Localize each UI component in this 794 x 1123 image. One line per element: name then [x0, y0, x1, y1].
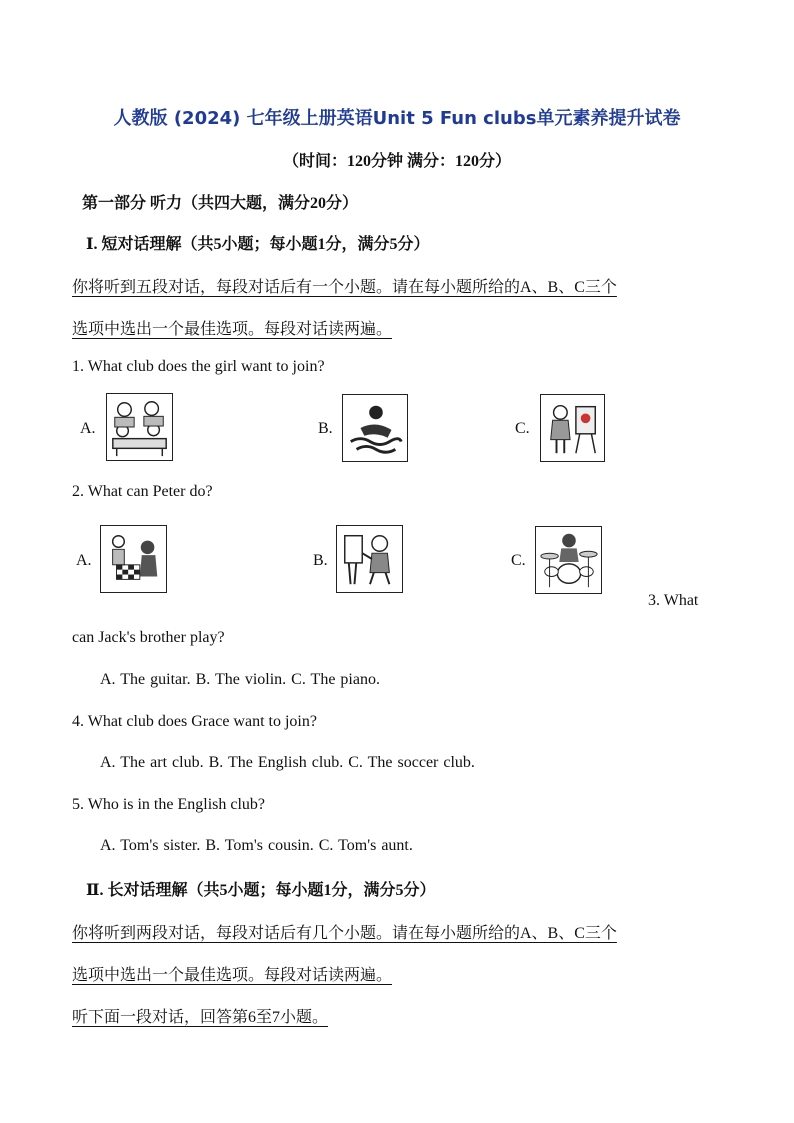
question-5: 5. Who is in the English club? [72, 796, 266, 813]
students-desk-picture [106, 393, 173, 461]
question-3-cont: can Jack's brother play? [72, 629, 225, 646]
option-letter-2b: B. [313, 552, 328, 569]
option-letter-1a: A. [80, 420, 96, 437]
question-4-options: A. The art club. B. The English club. C. The soccer club. [100, 754, 475, 771]
chess-picture [100, 525, 167, 593]
question-3-options: A. The guitar. B. The violin. C. The piano. [100, 671, 380, 688]
drums-picture [535, 526, 602, 594]
option-letter-1c: C. [515, 420, 530, 437]
section-heading-1: Ⅰ. 短对话理解（共5小题；每小题1分，满分5分） [86, 236, 430, 253]
question-3-start: 3. What [648, 592, 699, 609]
question-4: 4. What club does Grace want to join? [72, 713, 317, 730]
question-1: 1. What club does the girl want to join? [72, 358, 325, 375]
question-2: 2. What can Peter do? [72, 483, 213, 500]
section-instructions-1a: 你将听到五段对话，每段对话后有一个小题。请在每小题所给的A、B、C三个 [72, 279, 617, 296]
option-letter-2a: A. [76, 552, 92, 569]
painting-picture [540, 394, 605, 462]
exam-info: （时间：120分钟 满分：120分） [282, 153, 511, 170]
section-instructions-2c: 听下面一段对话，回答第6至7小题。 [72, 1009, 329, 1026]
section-instructions-1b: 选项中选出一个最佳选项。每段对话读两遍。 [72, 321, 393, 338]
section-instructions-2a: 你将听到两段对话，每段对话后有几个小题。请在每小题所给的A、B、C三个 [72, 925, 617, 942]
option-letter-2c: C. [511, 552, 526, 569]
section-heading-2: Ⅱ. 长对话理解（共5小题；每小题1分，满分5分） [86, 882, 436, 899]
swimming-picture [342, 394, 408, 462]
page-title: 人教版 (2024) 七年级上册英语Unit 5 Fun clubs单元素养提升试卷 [113, 108, 681, 129]
part-heading: 第一部分 听力（共四大题，满分20分） [82, 195, 359, 212]
question-5-options: A. Tom's sister. B. Tom's cousin. C. Tom's aunt. [100, 837, 413, 854]
drawing-picture [336, 525, 403, 593]
option-letter-1b: B. [318, 420, 333, 437]
section-instructions-2b: 选项中选出一个最佳选项。每段对话读两遍。 [72, 967, 393, 984]
